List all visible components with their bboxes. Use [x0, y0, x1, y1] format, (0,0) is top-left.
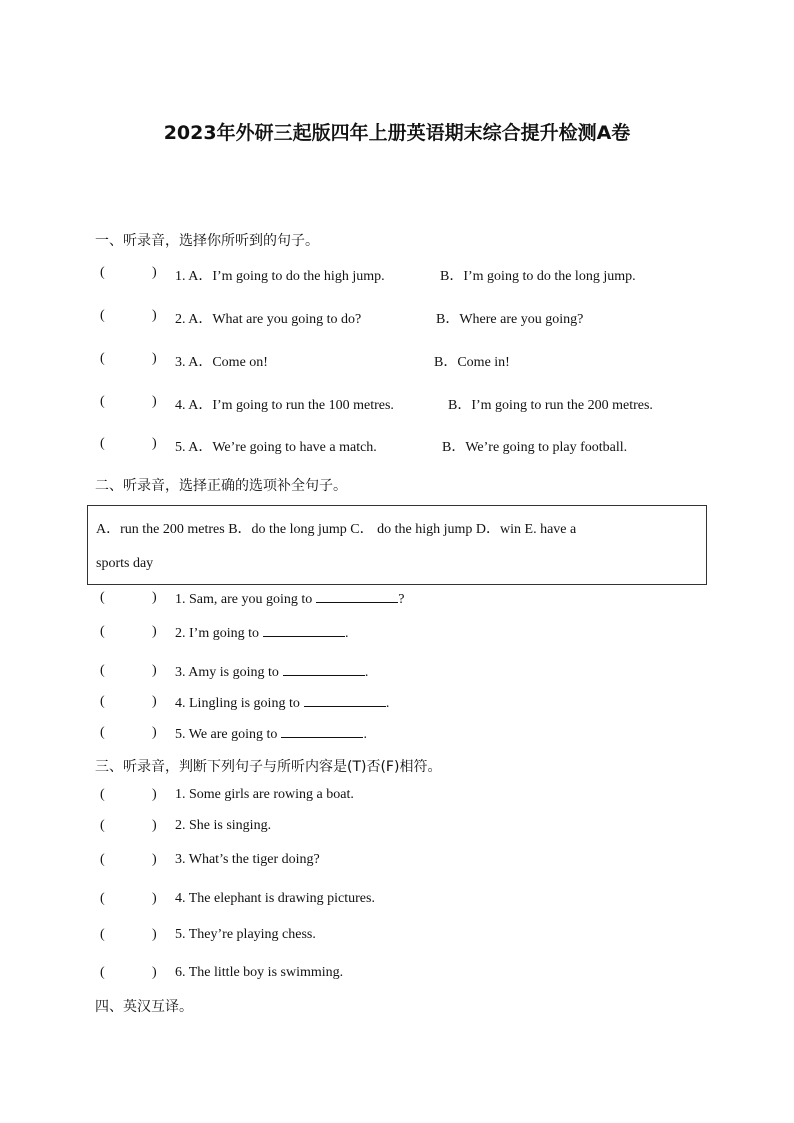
question-text: 4. The elephant is drawing pictures. — [175, 891, 375, 906]
question-end: . — [363, 727, 367, 742]
answer-paren-open[interactable]: ( — [100, 394, 105, 409]
option-b: B．I’m going to do the long jump. — [440, 269, 636, 284]
section-1-heading: 一、听录音，选择你所听到的句子。 — [95, 233, 319, 249]
fill-blank[interactable] — [316, 590, 398, 603]
answer-paren-close[interactable]: ) — [152, 590, 157, 605]
answer-paren-close[interactable]: ) — [152, 265, 157, 280]
answer-paren-close[interactable]: ) — [152, 787, 157, 802]
answer-paren-open[interactable]: ( — [100, 965, 105, 980]
answer-paren-close[interactable]: ) — [152, 308, 157, 323]
question-prompt: 3. Amy is going to — [175, 665, 279, 680]
question-text — [175, 624, 349, 642]
answer-paren-close[interactable]: ) — [152, 818, 157, 833]
question-text: 5. They’re playing chess. — [175, 927, 316, 942]
fill-blank[interactable] — [263, 624, 345, 637]
answer-paren-open[interactable]: ( — [100, 265, 105, 280]
answer-paren-close[interactable]: ) — [152, 927, 157, 942]
fill-blank[interactable] — [304, 694, 386, 707]
answer-paren-close[interactable]: ) — [152, 663, 157, 678]
answer-paren-open[interactable]: ( — [100, 725, 105, 740]
section-3-heading: 三、听录音，判断下列句子与所听内容是(T)否(F)相符。 — [95, 759, 442, 775]
option-a: 4. A．I’m going to run the 100 metres. — [175, 398, 394, 413]
option-a: 5. A．We’re going to have a match. — [175, 440, 377, 455]
option-a: 3. A．Come on! — [175, 355, 268, 370]
page-title: 2023年外研三起版四年上册英语期末综合提升检测A卷 — [163, 122, 631, 144]
question-text: 6. The little boy is swimming. — [175, 965, 344, 980]
answer-paren-open[interactable]: ( — [100, 852, 105, 867]
question-text — [175, 663, 368, 681]
question-text — [175, 725, 367, 743]
answer-paren-open[interactable]: ( — [100, 590, 105, 605]
option-b: B．Where are you going? — [436, 312, 584, 327]
question-end: . — [364, 665, 369, 680]
question-text: 3. What’s the tiger doing? — [175, 852, 320, 867]
answer-paren-close[interactable]: ) — [152, 694, 157, 709]
section-4-heading: 四、英汉互译。 — [95, 999, 193, 1015]
option-b: B．We’re going to play football. — [442, 440, 628, 455]
word-bank-line-1: A．run the 200 metres B．do the long jump C． do the high jump D．win E. have a — [96, 522, 577, 537]
answer-paren-open[interactable]: ( — [100, 818, 105, 833]
option-b: B．I’m going to run the 200 metres. — [448, 398, 653, 413]
answer-paren-open[interactable]: ( — [100, 787, 105, 802]
word-bank-line-2: sports day — [96, 556, 154, 571]
fill-blank[interactable] — [281, 725, 363, 738]
question-text — [175, 590, 404, 608]
answer-paren-close[interactable]: ) — [152, 725, 157, 740]
question-prompt: 4. Lingling is going to — [175, 696, 300, 711]
question-end: . — [385, 696, 390, 711]
question-end: ? — [398, 592, 405, 607]
word-bank-box — [87, 505, 707, 585]
answer-paren-open[interactable]: ( — [100, 624, 105, 639]
answer-paren-open[interactable]: ( — [100, 663, 105, 678]
question-text — [175, 694, 389, 712]
option-b: B．Come in! — [434, 355, 510, 370]
answer-paren-open[interactable]: ( — [100, 694, 105, 709]
question-text: 1. Some girls are rowing a boat. — [175, 787, 354, 802]
answer-paren-close[interactable]: ) — [152, 852, 157, 867]
question-prompt: 1. Sam, are you going to — [175, 592, 313, 607]
answer-paren-open[interactable]: ( — [100, 891, 105, 906]
answer-paren-close[interactable]: ) — [152, 965, 157, 980]
answer-paren-open[interactable]: ( — [100, 308, 105, 323]
answer-paren-close[interactable]: ) — [152, 624, 157, 639]
question-prompt: 5. We are going to — [175, 727, 278, 742]
answer-paren-close[interactable]: ) — [152, 394, 157, 409]
answer-paren-open[interactable]: ( — [100, 351, 105, 366]
answer-paren-open[interactable]: ( — [100, 436, 105, 451]
fill-blank[interactable] — [283, 663, 365, 676]
answer-paren-close[interactable]: ) — [152, 891, 157, 906]
option-a: 1. A．I’m going to do the high jump. — [175, 269, 385, 284]
answer-paren-open[interactable]: ( — [100, 927, 105, 942]
section-2-heading: 二、听录音，选择正确的选项补全句子。 — [95, 478, 347, 494]
answer-paren-close[interactable]: ) — [152, 436, 157, 451]
answer-paren-close[interactable]: ) — [152, 351, 157, 366]
question-prompt: 2. I’m going to — [175, 626, 259, 641]
option-a: 2. A．What are you going to do? — [175, 312, 362, 327]
question-end: . — [345, 626, 349, 641]
question-text: 2. She is singing. — [175, 818, 272, 833]
